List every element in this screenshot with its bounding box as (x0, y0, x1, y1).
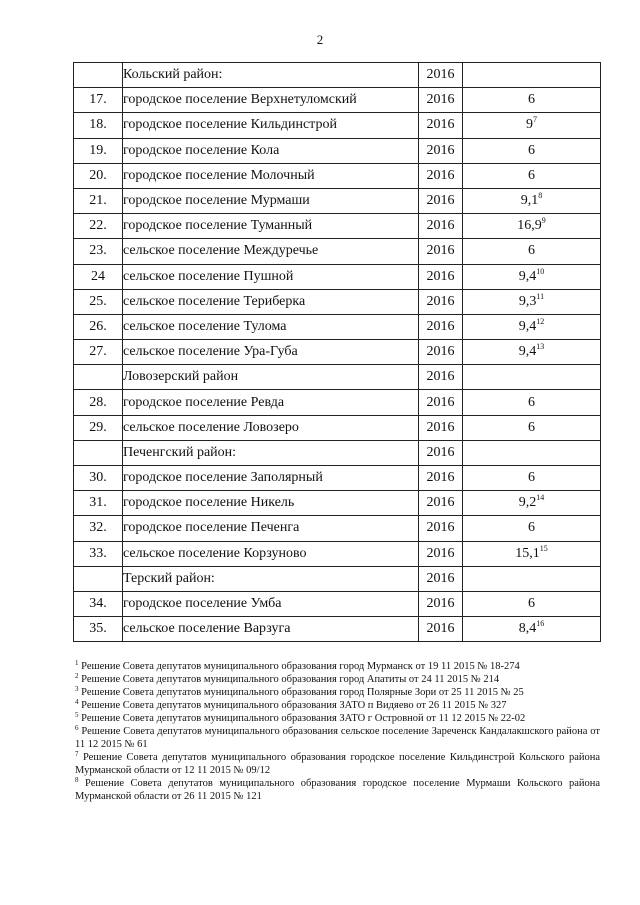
row-number: 20. (74, 163, 123, 188)
table-row (74, 591, 601, 616)
footnote-ref: 13 (536, 342, 545, 352)
row-number: 30. (74, 466, 123, 491)
footnote (75, 660, 600, 673)
footnote-text: Решение Совета депутатов муниципального образования сельское поселение Зареченск Кандалакшского района от 11 12 2015 № 61 (75, 726, 601, 750)
footnote-ref: 7 (533, 115, 537, 125)
table-row (74, 617, 601, 642)
table-row (74, 516, 601, 541)
row-number: 26. (74, 314, 123, 339)
row-number: 25. (74, 289, 123, 314)
table-row (74, 541, 601, 566)
row-number (74, 63, 123, 88)
settlement-name: сельское поселение Пушной (123, 264, 419, 289)
value-cell (463, 340, 601, 365)
year-cell: 2016 (419, 314, 463, 339)
footnote-ref: 11 (536, 291, 545, 301)
row-number: 29. (74, 415, 123, 440)
district-row (74, 440, 601, 465)
settlement-name: городское поселение Верхнетуломский (123, 88, 419, 113)
table-row (74, 491, 601, 516)
row-number (74, 566, 123, 591)
table-row (74, 138, 601, 163)
settlement-name: городское поселение Мурмаши (123, 188, 419, 213)
settlement-name: сельское поселение Варзуга (123, 617, 419, 642)
table-row (74, 163, 601, 188)
settlement-name: сельское поселение Междуречье (123, 239, 419, 264)
value-cell (463, 566, 601, 591)
footnote-ref: 14 (536, 493, 545, 503)
settlement-name: сельское поселение Корзуново (123, 541, 419, 566)
footnote-ref: 9 (541, 216, 546, 226)
table-row (74, 340, 601, 365)
footnote-mark: 8 (75, 776, 79, 784)
row-number (74, 440, 123, 465)
value-cell (463, 541, 601, 566)
row-number: 22. (74, 214, 123, 239)
value-cell (463, 617, 601, 642)
district-row (74, 63, 601, 88)
value-text: 6 (528, 470, 535, 486)
year-cell: 2016 (419, 289, 463, 314)
year-cell: 2016 (419, 188, 463, 213)
value-text: 6 (528, 419, 535, 435)
value-text: 6 (528, 394, 535, 410)
value-cell (463, 415, 601, 440)
table-row (74, 289, 601, 314)
district-name: Печенгский район: (123, 440, 419, 465)
footnote (75, 777, 600, 803)
footnote-text: Решение Совета депутатов муниципального образования ЗАТО г Островной от 11 12 2015 № 22-02 (81, 713, 526, 724)
value-text: 15,1 (515, 545, 540, 561)
row-number: 28. (74, 390, 123, 415)
district-name: Ловозерский район (123, 365, 419, 390)
year-cell: 2016 (419, 390, 463, 415)
value-cell (463, 440, 601, 465)
year-cell: 2016 (419, 63, 463, 88)
value-cell (463, 239, 601, 264)
value-cell (463, 390, 601, 415)
footnote-mark: 1 (75, 659, 79, 667)
row-number: 34. (74, 591, 123, 616)
year-cell: 2016 (419, 591, 463, 616)
table-row (74, 188, 601, 213)
year-cell: 2016 (419, 415, 463, 440)
year-cell: 2016 (419, 466, 463, 491)
footnote-text: Решение Совета депутатов муниципального образования городское поселение Мурмаши Кольского района Мурманской области от 26 11 2015 № 121 (75, 778, 601, 802)
value-cell (463, 466, 601, 491)
row-number: 21. (74, 188, 123, 213)
footnote-ref: 15 (539, 543, 548, 553)
footnote-mark: 4 (75, 698, 79, 706)
footnote (75, 725, 600, 751)
year-cell: 2016 (419, 163, 463, 188)
value-text: 9,4 (518, 268, 537, 284)
district-row (74, 566, 601, 591)
settlement-name: городское поселение Никель (123, 491, 419, 516)
value-cell (463, 314, 601, 339)
footnote-text: Решение Совета депутатов муниципального образования ЗАТО п Видяево от 26 11 2015 № 327 (81, 700, 507, 711)
table-row (74, 314, 601, 339)
footnote-text: Решение Совета депутатов муниципального образования городское поселение Кильдинстрой Кольского района Мурманской области от 12 11 2015 № 09/12 (75, 752, 600, 776)
settlement-name: городское поселение Кола (123, 138, 419, 163)
year-cell: 2016 (419, 113, 463, 138)
row-number: 24 (74, 264, 123, 289)
row-number: 27. (74, 340, 123, 365)
value-cell (463, 163, 601, 188)
value-text: 9,4 (518, 318, 537, 334)
footnote-mark: 6 (75, 724, 79, 732)
footnote-ref: 10 (536, 266, 545, 276)
table-row (74, 264, 601, 289)
settlement-name: городское поселение Туманный (123, 214, 419, 239)
district-name: Кольский район: (123, 63, 419, 88)
year-cell: 2016 (419, 440, 463, 465)
table-row (74, 88, 601, 113)
footnote (75, 751, 600, 777)
year-cell: 2016 (419, 239, 463, 264)
footnote-text: Решение Совета депутатов муниципального образования город Полярные Зори от 25 11 2015 № 25 (81, 687, 524, 698)
district-row (74, 365, 601, 390)
value-text: 8,4 (518, 621, 537, 637)
settlement-name: городское поселение Молочный (123, 163, 419, 188)
year-cell: 2016 (419, 365, 463, 390)
year-cell: 2016 (419, 516, 463, 541)
value-text: 9,4 (518, 344, 537, 360)
footnote-mark: 7 (75, 750, 79, 758)
value-cell (463, 289, 601, 314)
footnotes (75, 660, 600, 803)
settlement-name: сельское поселение Ловозеро (123, 415, 419, 440)
row-number: 19. (74, 138, 123, 163)
value-text: 9,2 (518, 495, 537, 511)
row-number (74, 365, 123, 390)
page-number: 2 (316, 32, 324, 47)
footnote-mark: 3 (75, 685, 79, 693)
footnote-text: Решение Совета депутатов муниципального образования город Мурманск от 19 11 2015 № 18-274 (81, 661, 520, 672)
footnote-mark: 2 (75, 672, 79, 680)
district-name: Терский район: (123, 566, 419, 591)
value-cell (463, 138, 601, 163)
value-cell (463, 214, 601, 239)
value-text: 9,1 (520, 193, 539, 209)
footnote-mark: 5 (75, 711, 79, 719)
year-cell: 2016 (419, 214, 463, 239)
value-cell (463, 63, 601, 88)
year-cell: 2016 (419, 340, 463, 365)
row-number: 17. (74, 88, 123, 113)
value-cell (463, 491, 601, 516)
value-cell (463, 591, 601, 616)
value-cell (463, 516, 601, 541)
value-text: 6 (528, 92, 535, 108)
footnote (75, 686, 600, 699)
footnote-ref: 8 (538, 191, 543, 201)
row-number: 33. (74, 541, 123, 566)
table-row (74, 239, 601, 264)
value-cell (463, 113, 601, 138)
settlement-name: сельское поселение Териберка (123, 289, 419, 314)
value-text: 6 (528, 596, 535, 612)
value-cell (463, 88, 601, 113)
row-number: 18. (74, 113, 123, 138)
table-row (74, 390, 601, 415)
table-row (74, 214, 601, 239)
value-text: 16,9 (517, 218, 542, 234)
year-cell: 2016 (419, 617, 463, 642)
year-cell: 2016 (419, 566, 463, 591)
year-cell: 2016 (419, 541, 463, 566)
year-cell: 2016 (419, 264, 463, 289)
value-cell (463, 365, 601, 390)
settlement-name: сельское поселение Тулома (123, 314, 419, 339)
footnote-ref: 16 (536, 619, 545, 629)
table-row (74, 415, 601, 440)
value-text: 9,3 (518, 293, 537, 309)
settlement-name: городское поселение Умба (123, 591, 419, 616)
row-number: 23. (74, 239, 123, 264)
year-cell: 2016 (419, 491, 463, 516)
footnote (75, 712, 600, 725)
footnote-text: Решение Совета депутатов муниципального образования город Апатиты от 24 11 2015 № 214 (81, 674, 500, 685)
settlement-name: сельское поселение Ура-Губа (123, 340, 419, 365)
settlements-table (73, 62, 601, 642)
footnote (75, 673, 600, 686)
value-text: 6 (528, 167, 535, 183)
value-cell (463, 188, 601, 213)
year-cell: 2016 (419, 138, 463, 163)
value-text: 9 (526, 117, 533, 133)
settlement-name: городское поселение Печенга (123, 516, 419, 541)
year-cell: 2016 (419, 88, 463, 113)
footnote-ref: 12 (536, 316, 545, 326)
table-row (74, 466, 601, 491)
value-cell (463, 264, 601, 289)
row-number: 32. (74, 516, 123, 541)
settlement-name: городское поселение Заполярный (123, 466, 419, 491)
footnote (75, 699, 600, 712)
value-text: 6 (528, 142, 535, 158)
row-number: 31. (74, 491, 123, 516)
settlement-name: городское поселение Ревда (123, 390, 419, 415)
value-text: 6 (528, 520, 535, 536)
row-number: 35. (74, 617, 123, 642)
settlement-name: городское поселение Кильдинстрой (123, 113, 419, 138)
table-row (74, 113, 601, 138)
value-text: 6 (528, 243, 535, 259)
